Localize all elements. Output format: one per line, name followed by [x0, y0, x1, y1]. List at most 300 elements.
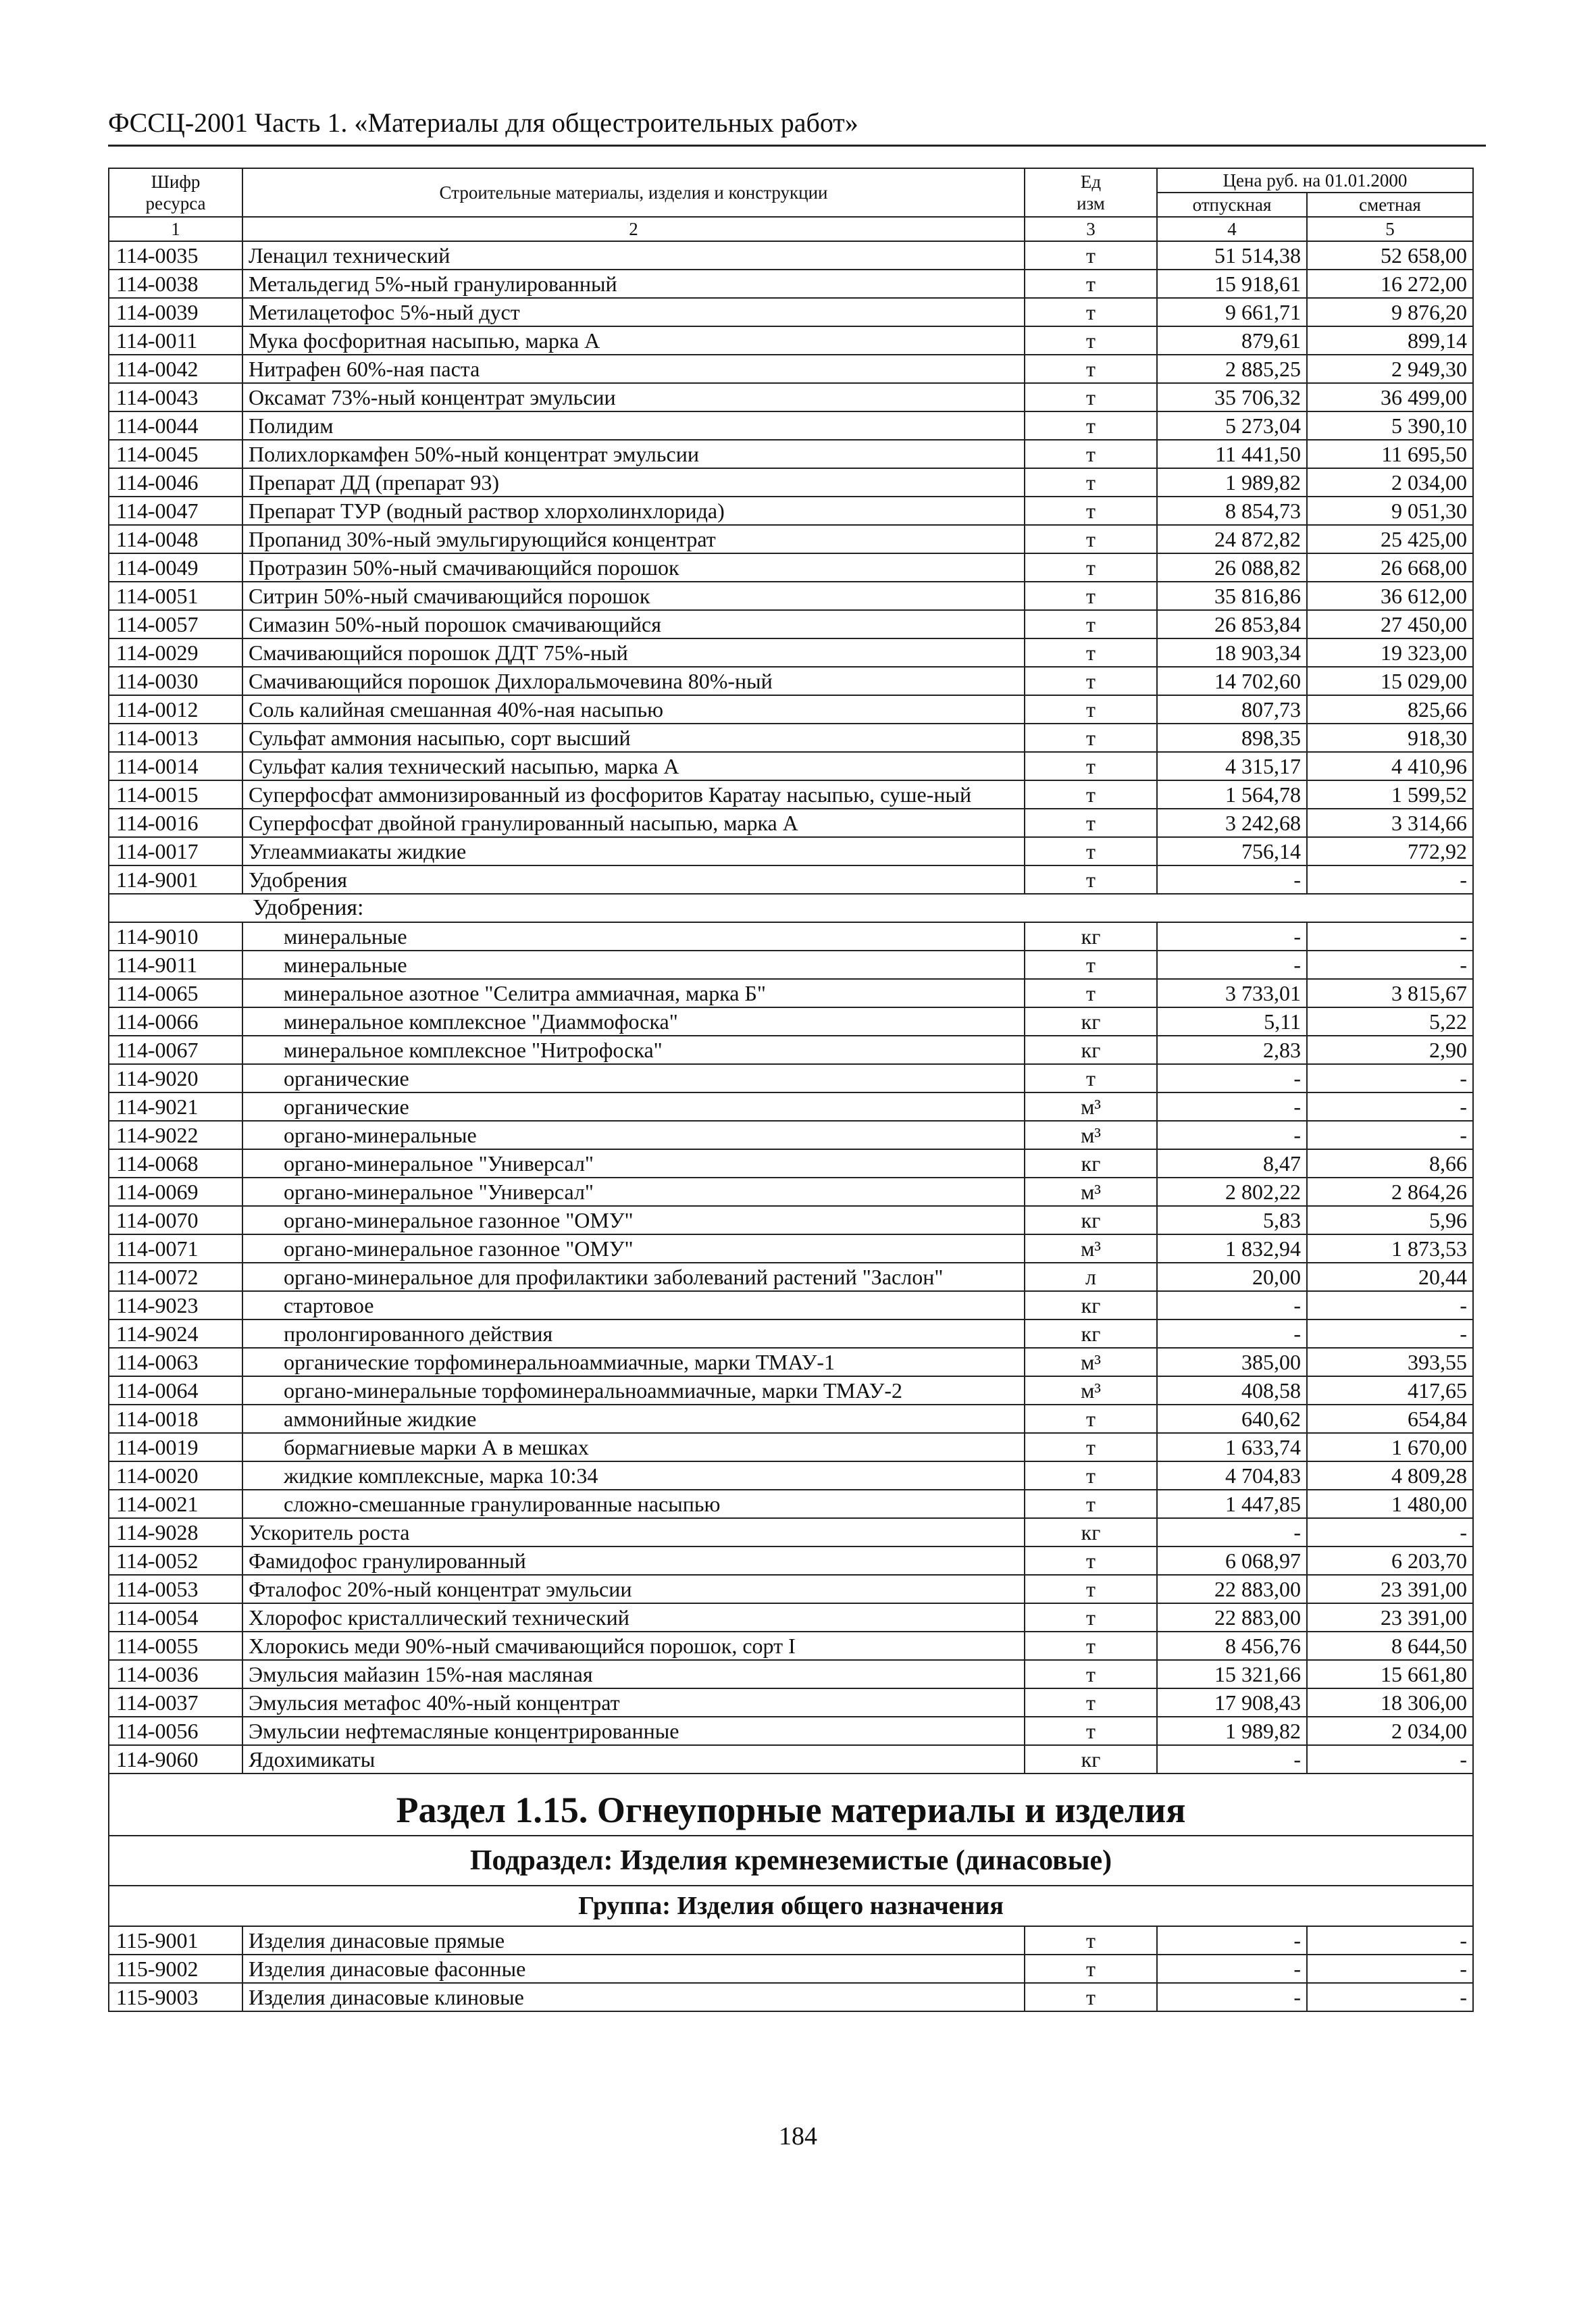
subsection-title-row — [109, 1836, 1473, 1886]
column-number-2: 2 — [242, 217, 1025, 241]
estimate-price-cell: - — [1307, 865, 1473, 894]
release-price-cell: 8,47 — [1157, 1149, 1307, 1178]
table-row — [109, 1405, 1473, 1433]
release-price-cell: 15 321,66 — [1157, 1660, 1307, 1688]
release-price-cell: 22 883,00 — [1157, 1603, 1307, 1632]
resource-code-cell: 114-0052 — [109, 1546, 242, 1575]
resource-code-cell: 114-0021 — [109, 1490, 242, 1518]
material-name-cell: Фталофос 20%-ный концентрат эмульсии — [242, 1575, 1025, 1603]
estimate-price-cell: 8 644,50 — [1307, 1632, 1473, 1660]
material-name-cell: минеральное комплексное "Диаммофоска" — [242, 1007, 1025, 1036]
material-name-cell: Соль калийная смешанная 40%-ная насыпью — [242, 695, 1025, 724]
resource-code-cell: 114-0013 — [109, 724, 242, 752]
material-name-cell: Ситрин 50%-ный смачивающийся порошок — [242, 582, 1025, 610]
resource-code-cell: 114-0057 — [109, 610, 242, 638]
unit-cell: кг — [1025, 1036, 1157, 1064]
release-price-cell: - — [1157, 1121, 1307, 1149]
section-title: Раздел 1.15. Огнеупорные материалы и изделия — [109, 1774, 1473, 1836]
column-header-unit-line1: Ед — [1080, 172, 1102, 192]
estimate-price-cell: 1 873,53 — [1307, 1234, 1473, 1263]
estimate-price-cell: 26 668,00 — [1307, 553, 1473, 582]
unit-cell: т — [1025, 724, 1157, 752]
material-name-cell: бормагниевые марки А в мешках — [242, 1433, 1025, 1461]
resource-code-cell: 114-0049 — [109, 553, 242, 582]
release-price-cell: 6 068,97 — [1157, 1546, 1307, 1575]
table-row — [109, 468, 1473, 497]
resource-code-cell: 114-0011 — [109, 326, 242, 355]
material-name-cell: пролонгированного действия — [242, 1319, 1025, 1348]
table-row — [109, 667, 1473, 695]
material-name-cell: Изделия динасовые фасонные — [242, 1955, 1025, 1983]
material-name-cell: Изделия динасовые клиновые — [242, 1983, 1025, 2011]
material-name-cell: Нитрафен 60%-ная паста — [242, 355, 1025, 383]
material-name-cell: Изделия динасовые прямые — [242, 1926, 1025, 1955]
material-name-cell: Суперфосфат двойной гранулированный насыпью, марка А — [242, 809, 1025, 837]
unit-cell: кг — [1025, 1745, 1157, 1774]
resource-code-cell: 114-0045 — [109, 440, 242, 468]
unit-cell: т — [1025, 667, 1157, 695]
resource-code-cell: 114-0039 — [109, 298, 242, 326]
release-price-cell: - — [1157, 1518, 1307, 1546]
estimate-price-cell: - — [1307, 1092, 1473, 1121]
unit-cell: т — [1025, 1490, 1157, 1518]
unit-cell: т — [1025, 326, 1157, 355]
release-price-cell: - — [1157, 1926, 1307, 1955]
estimate-price-cell: 1 480,00 — [1307, 1490, 1473, 1518]
material-name-cell: Полихлоркамфен 50%-ный концентрат эмульсии — [242, 440, 1025, 468]
column-header-name: Строительные материалы, изделия и конструкции — [242, 168, 1025, 217]
resource-code-cell: 114-0020 — [109, 1461, 242, 1490]
unit-cell: кг — [1025, 1007, 1157, 1036]
table-row — [109, 270, 1473, 298]
material-name-cell: Фамидофос гранулированный — [242, 1546, 1025, 1575]
resource-code-cell: 114-9021 — [109, 1092, 242, 1121]
release-price-cell: 24 872,82 — [1157, 525, 1307, 553]
resource-code-cell: 115-9001 — [109, 1926, 242, 1955]
table-row — [109, 553, 1473, 582]
unit-cell: т — [1025, 752, 1157, 780]
release-price-cell: 8 854,73 — [1157, 497, 1307, 525]
unit-cell: м³ — [1025, 1178, 1157, 1206]
material-name-cell: минеральное комплексное "Нитрофоска" — [242, 1036, 1025, 1064]
estimate-price-cell: 6 203,70 — [1307, 1546, 1473, 1575]
resource-code-cell: 114-0070 — [109, 1206, 242, 1234]
release-price-cell: - — [1157, 865, 1307, 894]
estimate-price-cell: 3 815,67 — [1307, 979, 1473, 1007]
resource-code-cell: 114-0042 — [109, 355, 242, 383]
unit-cell: т — [1025, 1983, 1157, 2011]
unit-cell: м³ — [1025, 1234, 1157, 1263]
estimate-price-cell: 1 599,52 — [1307, 780, 1473, 809]
estimate-price-cell: 16 272,00 — [1307, 270, 1473, 298]
unit-cell: т — [1025, 440, 1157, 468]
table-row — [109, 1234, 1473, 1263]
material-name-cell: сложно-смешанные гранулированные насыпью — [242, 1490, 1025, 1518]
resource-code-cell: 114-9001 — [109, 865, 242, 894]
table-row — [109, 695, 1473, 724]
column-number-4: 4 — [1157, 217, 1307, 241]
material-name-cell: органические — [242, 1092, 1025, 1121]
unit-cell: т — [1025, 1660, 1157, 1688]
material-name-cell: минеральные — [242, 922, 1025, 951]
table-body-other — [109, 1518, 1473, 1774]
release-price-cell: 1 989,82 — [1157, 468, 1307, 497]
release-price-cell: 898,35 — [1157, 724, 1307, 752]
column-header-code — [109, 168, 242, 217]
release-price-cell: - — [1157, 1983, 1307, 2011]
material-name-cell: Пропанид 30%-ный эмульгирующийся концентрат — [242, 525, 1025, 553]
release-price-cell: 35 816,86 — [1157, 582, 1307, 610]
table-row — [109, 411, 1473, 440]
column-number-1: 1 — [109, 217, 242, 241]
release-price-cell: 3 242,68 — [1157, 809, 1307, 837]
estimate-price-cell: - — [1307, 1319, 1473, 1348]
unit-cell: т — [1025, 837, 1157, 865]
release-price-cell: 5,11 — [1157, 1007, 1307, 1036]
unit-cell: т — [1025, 1603, 1157, 1632]
resource-code-cell: 114-0068 — [109, 1149, 242, 1178]
resource-code-cell: 114-0012 — [109, 695, 242, 724]
estimate-price-cell: 4 809,28 — [1307, 1461, 1473, 1490]
release-price-cell: - — [1157, 1745, 1307, 1774]
release-price-cell: - — [1157, 1955, 1307, 1983]
fertilizers-heading-body — [109, 894, 1473, 922]
unit-cell: кг — [1025, 922, 1157, 951]
estimate-price-cell: - — [1307, 1518, 1473, 1546]
resource-code-cell: 114-9010 — [109, 922, 242, 951]
release-price-cell: 640,62 — [1157, 1405, 1307, 1433]
unit-cell: л — [1025, 1263, 1157, 1291]
release-price-cell: - — [1157, 1092, 1307, 1121]
material-name-cell: Удобрения — [242, 865, 1025, 894]
table-row — [109, 1461, 1473, 1490]
resource-code-cell: 115-9002 — [109, 1955, 242, 1983]
resource-code-cell: 114-0019 — [109, 1433, 242, 1461]
table-row — [109, 241, 1473, 270]
resource-code-cell: 114-0030 — [109, 667, 242, 695]
unit-cell: т — [1025, 553, 1157, 582]
material-name-cell: Симазин 50%-ный порошок смачивающийся — [242, 610, 1025, 638]
release-price-cell: 1 633,74 — [1157, 1433, 1307, 1461]
table-row — [109, 298, 1473, 326]
table-row — [109, 1007, 1473, 1036]
estimate-price-cell: 918,30 — [1307, 724, 1473, 752]
estimate-price-cell: 8,66 — [1307, 1149, 1473, 1178]
fertilizers-heading: Удобрения: — [109, 894, 1473, 922]
table-row — [109, 1688, 1473, 1717]
unit-cell: кг — [1025, 1291, 1157, 1319]
release-price-cell: 17 908,43 — [1157, 1688, 1307, 1717]
estimate-price-cell: 20,44 — [1307, 1263, 1473, 1291]
resource-code-cell: 114-0056 — [109, 1717, 242, 1745]
unit-cell: т — [1025, 1955, 1157, 1983]
resource-code-cell: 114-0043 — [109, 383, 242, 411]
release-price-cell: 3 733,01 — [1157, 979, 1307, 1007]
unit-cell: м³ — [1025, 1376, 1157, 1405]
release-price-cell: 35 706,32 — [1157, 383, 1307, 411]
estimate-price-cell: 23 391,00 — [1307, 1575, 1473, 1603]
resource-code-cell: 114-9022 — [109, 1121, 242, 1149]
column-header-price-group: Цена руб. на 01.01.2000 — [1157, 168, 1473, 193]
estimate-price-cell: 36 499,00 — [1307, 383, 1473, 411]
estimate-price-cell: 2 034,00 — [1307, 468, 1473, 497]
material-name-cell: Эмульсии нефтемасляные концентрированные — [242, 1717, 1025, 1745]
estimate-price-cell: 825,66 — [1307, 695, 1473, 724]
resource-code-cell: 114-0065 — [109, 979, 242, 1007]
estimate-price-cell: 9 051,30 — [1307, 497, 1473, 525]
resource-code-cell: 114-0047 — [109, 497, 242, 525]
table-row — [109, 1178, 1473, 1206]
estimate-price-cell: 5 390,10 — [1307, 411, 1473, 440]
material-name-cell: Ускоритель роста — [242, 1518, 1025, 1546]
material-name-cell: стартовое — [242, 1291, 1025, 1319]
resource-code-cell: 114-9023 — [109, 1291, 242, 1319]
resource-code-cell: 114-0035 — [109, 241, 242, 270]
resource-code-cell: 114-9011 — [109, 951, 242, 979]
unit-cell: т — [1025, 1926, 1157, 1955]
estimate-price-cell: - — [1307, 1983, 1473, 2011]
column-header-unit-line2: изм — [1077, 193, 1105, 213]
release-price-cell: 1 989,82 — [1157, 1717, 1307, 1745]
material-name-cell: органо-минеральное "Универсал" — [242, 1178, 1025, 1206]
release-price-cell: 14 702,60 — [1157, 667, 1307, 695]
estimate-price-cell: 1 670,00 — [1307, 1433, 1473, 1461]
unit-cell: т — [1025, 1575, 1157, 1603]
resource-code-cell: 114-0036 — [109, 1660, 242, 1688]
release-price-cell: 5 273,04 — [1157, 411, 1307, 440]
release-price-cell: - — [1157, 1064, 1307, 1092]
unit-cell: т — [1025, 638, 1157, 667]
table-row — [109, 809, 1473, 837]
material-name-cell: Мука фосфоритная насыпью, марка А — [242, 326, 1025, 355]
table-body-fertilizers — [109, 922, 1473, 1518]
release-price-cell: 15 918,61 — [1157, 270, 1307, 298]
release-price-cell: 1 832,94 — [1157, 1234, 1307, 1263]
unit-cell: т — [1025, 865, 1157, 894]
estimate-price-cell: 2,90 — [1307, 1036, 1473, 1064]
resource-code-cell: 114-0055 — [109, 1632, 242, 1660]
table-row — [109, 865, 1473, 894]
release-price-cell: 26 088,82 — [1157, 553, 1307, 582]
unit-cell: т — [1025, 1461, 1157, 1490]
table-row — [109, 1092, 1473, 1121]
unit-cell: т — [1025, 582, 1157, 610]
release-price-cell: - — [1157, 1319, 1307, 1348]
column-header-unit — [1025, 168, 1157, 217]
estimate-price-cell: 9 876,20 — [1307, 298, 1473, 326]
unit-cell: т — [1025, 809, 1157, 837]
release-price-cell: - — [1157, 951, 1307, 979]
estimate-price-cell: - — [1307, 1745, 1473, 1774]
table-body-pesticides — [109, 241, 1473, 894]
resource-code-cell: 114-0014 — [109, 752, 242, 780]
unit-cell: т — [1025, 1405, 1157, 1433]
release-price-cell: 2,83 — [1157, 1036, 1307, 1064]
unit-cell: т — [1025, 1688, 1157, 1717]
material-name-cell: Оксамат 73%-ный концентрат эмульсии — [242, 383, 1025, 411]
estimate-price-cell: 3 314,66 — [1307, 809, 1473, 837]
material-name-cell: органо-минеральное для профилактики заболеваний растений "Заслон" — [242, 1263, 1025, 1291]
resource-code-cell: 114-0044 — [109, 411, 242, 440]
release-price-cell: 2 802,22 — [1157, 1178, 1307, 1206]
resource-code-cell: 114-0029 — [109, 638, 242, 667]
table-row — [109, 1319, 1473, 1348]
unit-cell: т — [1025, 1433, 1157, 1461]
estimate-price-cell: 5,22 — [1307, 1007, 1473, 1036]
table-row — [109, 1291, 1473, 1319]
unit-cell: т — [1025, 1546, 1157, 1575]
table-row — [109, 780, 1473, 809]
material-name-cell: Препарат ДД (препарат 93) — [242, 468, 1025, 497]
table-row — [109, 440, 1473, 468]
material-name-cell: Хлорокись меди 90%-ный смачивающийся порошок, сорт I — [242, 1632, 1025, 1660]
resource-code-cell: 114-0048 — [109, 525, 242, 553]
table-row — [109, 355, 1473, 383]
release-price-cell: 9 661,71 — [1157, 298, 1307, 326]
unit-cell: т — [1025, 270, 1157, 298]
release-price-cell: 18 903,34 — [1157, 638, 1307, 667]
release-price-cell: 51 514,38 — [1157, 241, 1307, 270]
resource-code-cell: 114-0067 — [109, 1036, 242, 1064]
material-name-cell: Метилацетофос 5%-ный дуст — [242, 298, 1025, 326]
table-row — [109, 1064, 1473, 1092]
release-price-cell: 1 564,78 — [1157, 780, 1307, 809]
release-price-cell: 1 447,85 — [1157, 1490, 1307, 1518]
resource-code-cell: 114-0037 — [109, 1688, 242, 1717]
material-name-cell: аммонийные жидкие — [242, 1405, 1025, 1433]
table-row — [109, 951, 1473, 979]
column-header-release-price: отпускная — [1157, 193, 1307, 217]
material-name-cell: жидкие комплексные, марка 10:34 — [242, 1461, 1025, 1490]
column-header-code-line1: Шифр — [151, 172, 201, 192]
resource-code-cell: 114-0071 — [109, 1234, 242, 1263]
section-heading-body — [109, 1774, 1473, 1926]
unit-cell: кг — [1025, 1518, 1157, 1546]
material-name-cell: органо-минеральные торфоминеральноаммиачные, марки ТМАУ-2 — [242, 1376, 1025, 1405]
unit-cell: т — [1025, 951, 1157, 979]
estimate-price-cell: 417,65 — [1307, 1376, 1473, 1405]
material-name-cell: Углеаммиакаты жидкие — [242, 837, 1025, 865]
table-row — [109, 1433, 1473, 1461]
resource-code-cell: 114-0051 — [109, 582, 242, 610]
estimate-price-cell: 23 391,00 — [1307, 1603, 1473, 1632]
release-price-cell: 22 883,00 — [1157, 1575, 1307, 1603]
resource-code-cell: 114-0069 — [109, 1178, 242, 1206]
material-name-cell: Эмульсия метафос 40%-ный концентрат — [242, 1688, 1025, 1717]
material-name-cell: Полидим — [242, 411, 1025, 440]
unit-cell: т — [1025, 695, 1157, 724]
estimate-price-cell: 2 949,30 — [1307, 355, 1473, 383]
unit-cell: т — [1025, 610, 1157, 638]
unit-cell: т — [1025, 780, 1157, 809]
table-row — [109, 724, 1473, 752]
unit-cell: т — [1025, 1632, 1157, 1660]
resource-code-cell: 115-9003 — [109, 1983, 242, 2011]
table-row — [109, 1546, 1473, 1575]
resource-code-cell: 114-0046 — [109, 468, 242, 497]
resource-code-cell: 114-0063 — [109, 1348, 242, 1376]
fertilizers-heading-row — [109, 894, 1473, 922]
table-row — [109, 582, 1473, 610]
resource-code-cell: 114-0016 — [109, 809, 242, 837]
resource-code-cell: 114-0053 — [109, 1575, 242, 1603]
release-price-cell: 4 315,17 — [1157, 752, 1307, 780]
unit-cell: м³ — [1025, 1121, 1157, 1149]
material-name-cell: Метальдегид 5%-ный гранулированный — [242, 270, 1025, 298]
estimate-price-cell: - — [1307, 1926, 1473, 1955]
estimate-price-cell: 15 029,00 — [1307, 667, 1473, 695]
table-row — [109, 1149, 1473, 1178]
resource-code-cell: 114-0072 — [109, 1263, 242, 1291]
unit-cell: кг — [1025, 1319, 1157, 1348]
table-body-dinas — [109, 1926, 1473, 2011]
material-name-cell: Ядохимикаты — [242, 1745, 1025, 1774]
table-row — [109, 525, 1473, 553]
material-name-cell: Хлорофос кристаллический технический — [242, 1603, 1025, 1632]
estimate-price-cell: 52 658,00 — [1307, 241, 1473, 270]
resource-code-cell: 114-0054 — [109, 1603, 242, 1632]
table-row — [109, 610, 1473, 638]
release-price-cell: 408,58 — [1157, 1376, 1307, 1405]
release-price-cell: 807,73 — [1157, 695, 1307, 724]
unit-cell: т — [1025, 241, 1157, 270]
estimate-price-cell: 15 661,80 — [1307, 1660, 1473, 1688]
table-row — [109, 383, 1473, 411]
estimate-price-cell: 25 425,00 — [1307, 525, 1473, 553]
unit-cell: т — [1025, 1064, 1157, 1092]
table-row — [109, 497, 1473, 525]
estimate-price-cell: 393,55 — [1307, 1348, 1473, 1376]
estimate-price-cell: - — [1307, 922, 1473, 951]
unit-cell: т — [1025, 1717, 1157, 1745]
resource-code-cell: 114-0017 — [109, 837, 242, 865]
release-price-cell: 756,14 — [1157, 837, 1307, 865]
table-row — [109, 1490, 1473, 1518]
resource-code-cell: 114-0064 — [109, 1376, 242, 1405]
group-title: Группа: Изделия общего назначения — [109, 1886, 1473, 1926]
material-name-cell: органо-минеральное газонное "ОМУ" — [242, 1234, 1025, 1263]
material-name-cell: минеральное азотное "Селитра аммиачная, марка Б" — [242, 979, 1025, 1007]
estimate-price-cell: 654,84 — [1307, 1405, 1473, 1433]
release-price-cell: - — [1157, 922, 1307, 951]
unit-cell: кг — [1025, 1206, 1157, 1234]
subsection-title: Подраздел: Изделия кремнеземистые (динасовые) — [109, 1836, 1473, 1886]
group-title-row — [109, 1886, 1473, 1926]
estimate-price-cell: - — [1307, 1291, 1473, 1319]
unit-cell: т — [1025, 411, 1157, 440]
table-row — [109, 1121, 1473, 1149]
table-row — [109, 1263, 1473, 1291]
material-name-cell: органо-минеральное "Универсал" — [242, 1149, 1025, 1178]
table-header — [109, 168, 1473, 241]
table-row — [109, 1926, 1473, 1955]
material-name-cell: Суперфосфат аммонизированный из фосфоритов Каратау насыпью, суше-ный — [242, 780, 1025, 809]
estimate-price-cell: 11 695,50 — [1307, 440, 1473, 468]
release-price-cell: 2 885,25 — [1157, 355, 1307, 383]
table-row — [109, 922, 1473, 951]
table-row — [109, 1575, 1473, 1603]
release-price-cell: 11 441,50 — [1157, 440, 1307, 468]
estimate-price-cell: - — [1307, 1121, 1473, 1149]
price-table — [108, 168, 1474, 2012]
resource-code-cell: 114-9060 — [109, 1745, 242, 1774]
table-row — [109, 1745, 1473, 1774]
unit-cell: т — [1025, 497, 1157, 525]
estimate-price-cell: 4 410,96 — [1307, 752, 1473, 780]
resource-code-cell: 114-9028 — [109, 1518, 242, 1546]
material-name-cell: Препарат ТУР (водный раствор хлорхолинхлорида) — [242, 497, 1025, 525]
estimate-price-cell: 19 323,00 — [1307, 638, 1473, 667]
